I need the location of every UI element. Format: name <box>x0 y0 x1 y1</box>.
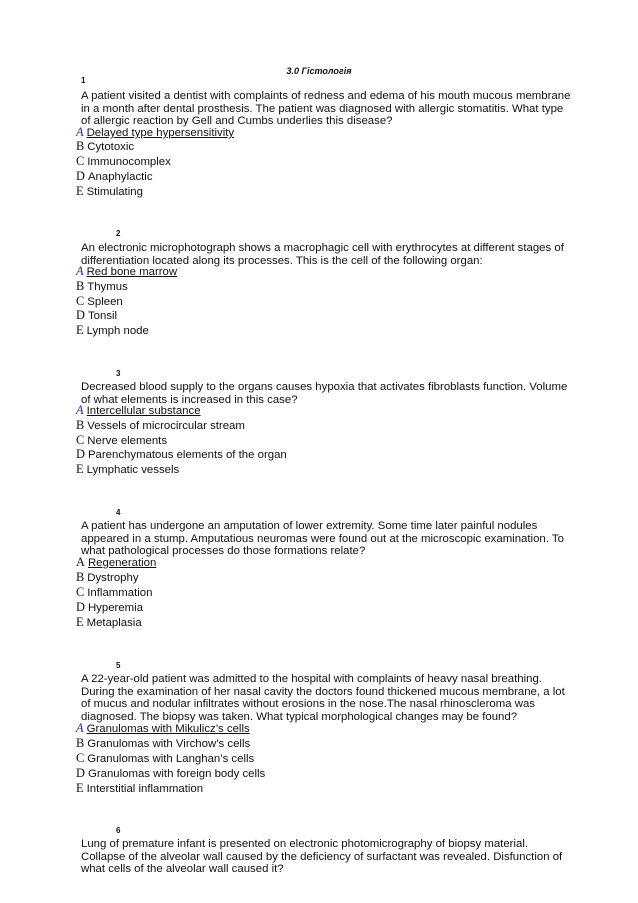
question-number: 6 <box>116 826 121 835</box>
option-e[interactable]: E Lymphatic vessels <box>76 462 180 476</box>
option-b[interactable]: B Dystrophy <box>76 570 139 584</box>
option-c[interactable]: C Spleen <box>76 294 123 308</box>
option-e[interactable]: E Stimulating <box>76 184 143 198</box>
question-number: 4 <box>116 508 121 517</box>
option-d[interactable]: D Anaphylactic <box>76 169 153 183</box>
question-text: Lung of premature infant is presented on electronic photomicrography of biopsy material. Collapse of the alveolar wall caused by the deficiency of surfactant was revealed. Disfunction of what cells of the alveolar wall caused it? <box>81 838 563 875</box>
question-number: 3 <box>116 369 121 378</box>
option-c[interactable]: C Inflammation <box>76 585 153 599</box>
option-a[interactable]: A Intercellular substance <box>76 403 201 417</box>
page-title: 3.0 Гістологія <box>286 66 352 76</box>
option-b[interactable]: B Thymus <box>76 279 128 293</box>
question-text: A patient visited a dentist with complaints of redness and edema of his mouth mucous membrane in a month after dental prosthesis. The patient was diagnosed with allergic stomatitis. What type of allergic reaction by Gell and Cumbs underlies this disease? <box>81 90 571 127</box>
option-b[interactable]: B Vessels of microcircular stream <box>76 418 245 432</box>
option-c[interactable]: C Granulomas with Langhan’s cells <box>76 751 255 765</box>
option-a[interactable]: A Regeneration <box>76 555 157 569</box>
question-text: An electronic microphotograph shows a macrophagic cell with erythrocytes at different stages of differentiation located along its processes. This is the cell of the following organ: <box>81 242 564 267</box>
option-c[interactable]: C Nerve elements <box>76 433 168 447</box>
option-c[interactable]: C Immunocomplex <box>76 154 171 168</box>
question-text: Decreased blood supply to the organs causes hypoxia that activates fibroblasts function. Volume of what elements is increased in this case? <box>81 381 568 406</box>
option-d[interactable]: D Tonsil <box>76 308 118 322</box>
question-number: 1 <box>81 76 86 85</box>
question-number: 5 <box>116 661 121 670</box>
option-a[interactable]: A Delayed type hypersensitivity <box>76 125 235 139</box>
option-b[interactable]: B Granulomas with Virchow’s cells <box>76 736 251 750</box>
question-text: A 22-year-old patient was admitted to the hospital with complaints of heavy nasal breathing. During the examination of her nasal cavity the doctors found thickened mucous membrane, a lot of mucus and nodular infiltrates without erosions in the nose.The nasal rhinoscleroma was diagnosed. The biopsy was taken. What typical morphological changes may be found? <box>81 673 565 723</box>
option-e[interactable]: E Metaplasia <box>76 615 142 629</box>
option-a[interactable]: A Granulomas with Mikulicz’s cells <box>76 721 250 735</box>
option-e[interactable]: E Interstitial inflammation <box>76 781 204 795</box>
option-e[interactable]: E Lymph node <box>76 323 149 337</box>
question-number: 2 <box>116 229 121 238</box>
option-b[interactable]: B Cytotoxic <box>76 139 135 153</box>
option-d[interactable]: D Hyperemia <box>76 600 144 614</box>
option-d[interactable]: D Granulomas with foreign body cells <box>76 766 266 780</box>
option-d[interactable]: D Parenchymatous elements of the organ <box>76 447 287 461</box>
question-text: A patient has undergone an amputation of lower extremity. Some time later painful nodules appeared in a stump. Amputatious neuromas were found out at the microscopic examination. To what pathological processes do those formations relate? <box>81 520 564 557</box>
option-a[interactable]: A Red bone marrow <box>76 264 178 278</box>
